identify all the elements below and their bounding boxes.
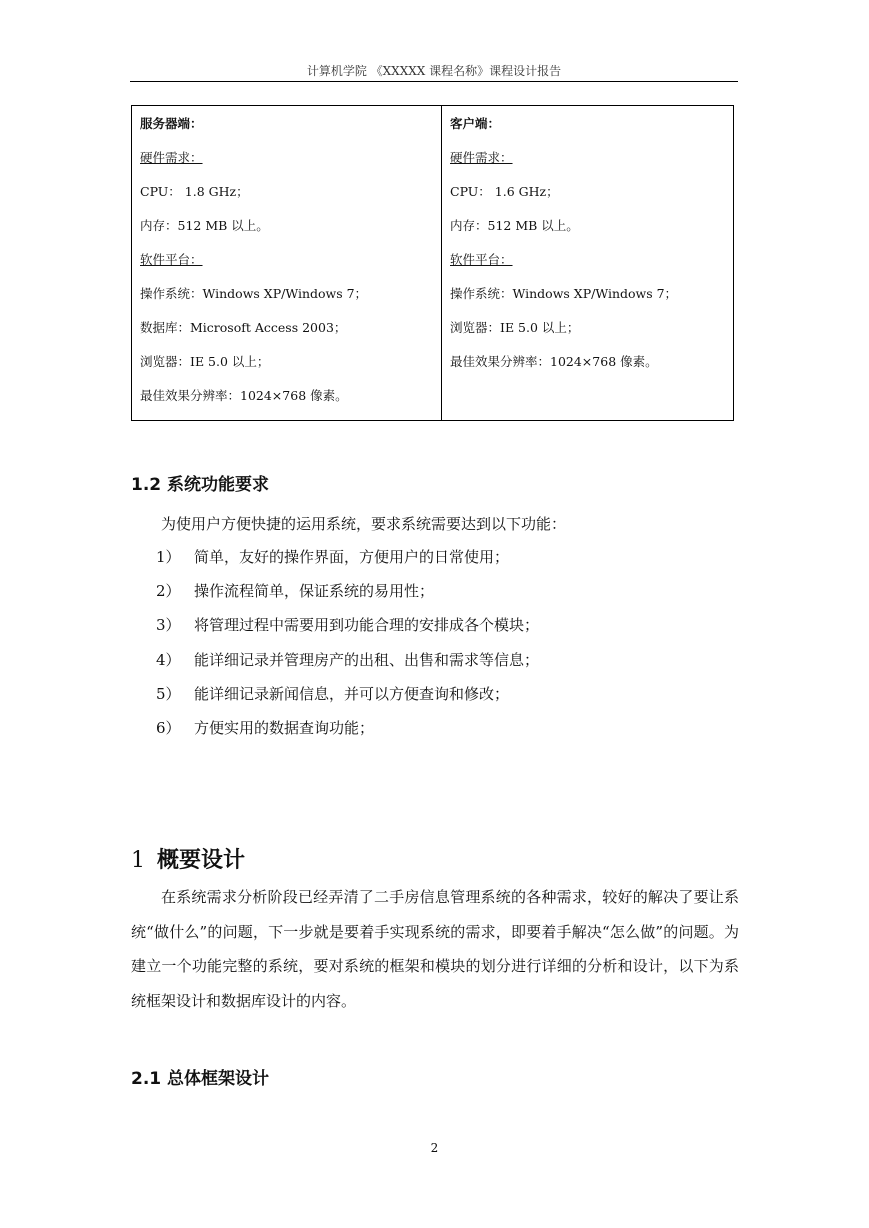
client-cpu: CPU： 1.6 GHz；: [450, 184, 559, 199]
page-number: 2: [430, 1141, 439, 1155]
server-database: 数据库：Microsoft Access 2003；: [140, 320, 347, 335]
chapter-title: 概要设计: [157, 848, 246, 873]
server-resolution: 最佳效果分辨率：1024×768 像素。: [140, 388, 348, 403]
client-resolution: 最佳效果分辨率：1024×768 像素。: [450, 354, 658, 369]
list-item: 4） 能详细记录并管理房产的出租、出售和需求等信息；: [156, 651, 540, 669]
chapter-1-paragraph: 在系统需求分析阶段已经弄清了二手房信息管理系统的各种需求，较好的解决了要让系统“做什么”的问题，下一步就是要着手实现系统的需求，即要着手解决“怎么做”的问题。为建立一个功能完整的系统，要对系统的框架和模块的划分进行详细的分析和设计，以下为系统框架设计和数据库设计的内容。: [131, 888, 739, 1010]
section-1-2-heading: 1.2 系统功能要求: [131, 475, 270, 495]
server-title: 服务器端：: [140, 116, 203, 131]
client-browser: 浏览器：IE 5.0 以上；: [450, 320, 580, 335]
client-software-label: 软件平台：: [450, 252, 513, 267]
list-item: 6） 方便实用的数据查询功能；: [156, 719, 375, 737]
server-column: [132, 106, 442, 421]
client-os: 操作系统：Windows XP/Windows 7；: [450, 286, 678, 301]
list-item: 2） 操作流程简单，保证系统的易用性；: [156, 582, 435, 600]
client-hardware-label: 硬件需求：: [450, 150, 513, 165]
server-hardware-label: 硬件需求：: [140, 150, 203, 165]
server-cpu: CPU： 1.8 GHz；: [140, 184, 249, 199]
header-rule: [130, 81, 738, 82]
client-memory: 内存：512 MB 以上。: [450, 218, 579, 233]
client-column: [442, 106, 734, 421]
chapter-number: 1: [131, 848, 145, 873]
section-1-2-intro: 为使用户方便快捷的运用系统，要求系统需要达到以下功能：: [161, 515, 567, 533]
list-item: 5） 能详细记录新闻信息，并可以方便查询和修改；: [156, 685, 510, 703]
chapter-1-heading: [131, 843, 245, 874]
server-memory: 内存：512 MB 以上。: [140, 218, 269, 233]
requirements-table: [131, 105, 734, 421]
page-header: 计算机学院 《XXXXX 课程名称》课程设计报告: [306, 64, 562, 78]
section-2-1-heading: 2.1 总体框架设计: [131, 1069, 270, 1089]
server-browser: 浏览器：IE 5.0 以上；: [140, 354, 270, 369]
server-os: 操作系统：Windows XP/Windows 7；: [140, 286, 368, 301]
list-item: 3） 将管理过程中需要用到功能合理的安排成各个模块；: [156, 616, 540, 634]
client-title: 客户端：: [450, 116, 501, 131]
list-item: 1） 简单，友好的操作界面，方便用户的日常使用；: [156, 548, 510, 566]
server-software-label: 软件平台：: [140, 252, 203, 267]
